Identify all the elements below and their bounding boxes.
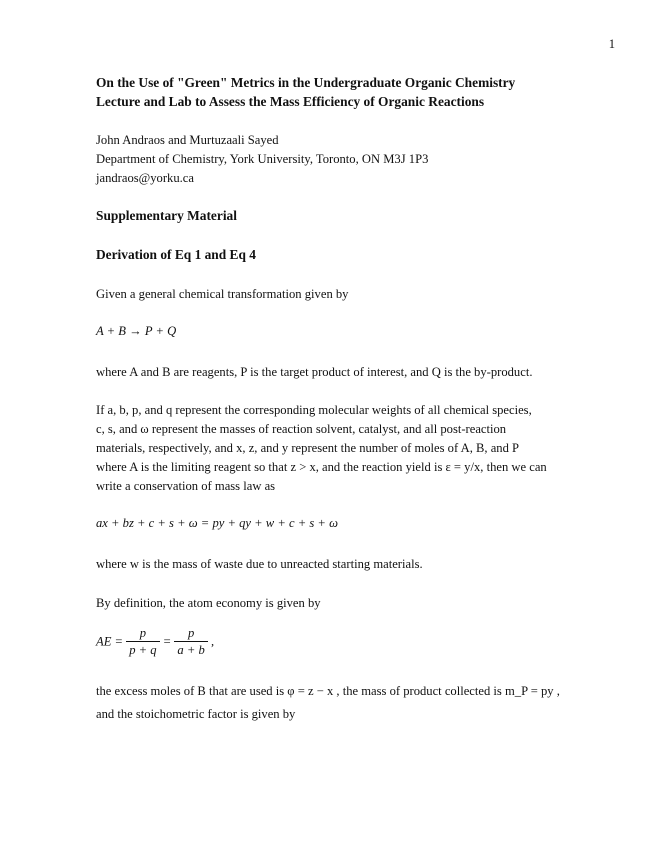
paragraph-reagents: where A and B are reagents, P is the target product of interest, and Q is the by-product. — [96, 365, 533, 379]
paragraph-waste: where w is the mass of waste due to unreacted starting materials. — [96, 557, 423, 571]
paragraph-definitions-line-2: c, s, and ω represent the masses of reaction solvent, catalyst, and all post-reaction — [96, 422, 507, 436]
author-email: jandraos@yorku.ca — [96, 171, 194, 185]
page-number: 1 — [608, 37, 615, 51]
paragraph-definitions-line-4: where A is the limiting reagent so that z > x, and the reaction yield is ε = y/x, then we can — [96, 460, 547, 474]
paragraph-definitions-line-1: If a, b, p, and q represent the corresponding molecular weights of all chemical species, — [96, 403, 532, 417]
ae-fraction-2-numerator: p — [187, 626, 195, 640]
mass-balance-equation: ax + bz + c + s + ω = py + qy + w + c + s + ω — [96, 516, 338, 530]
subsection-heading: Derivation of Eq 1 and Eq 4 — [96, 247, 256, 262]
paragraph-atom-economy: By definition, the atom economy is given by — [96, 596, 321, 610]
ae-fraction-1-numerator: p — [139, 626, 147, 640]
ae-fraction-2-denominator: a + b — [174, 641, 207, 658]
paragraph-definitions-line-5: write a conservation of mass law as — [96, 479, 276, 493]
ae-lhs: AE = — [96, 634, 124, 649]
ae-fraction-1-denominator: p + q — [126, 641, 159, 658]
paper-title-line-1: On the Use of "Green" Metrics in the Undergraduate Organic Chemistry — [96, 75, 516, 90]
paragraph-definitions-line-3: materials, respectively, and x, z, and y represent the number of moles of A, B, and P — [96, 441, 520, 455]
reaction-equation: A + B → P + Q — [96, 324, 177, 338]
ae-fraction-1 — [126, 626, 159, 658]
author-names: John Andraos and Murtuzaali Sayed — [96, 133, 279, 147]
ae-fraction-2 — [174, 626, 207, 658]
ae-equals: = — [162, 634, 172, 649]
paragraph-excess-line-2: and the stoichometric factor is given by — [96, 707, 296, 721]
ae-trailing-comma: , — [210, 634, 215, 649]
paragraph-excess-line-1: the excess moles of B that are used is φ = z − x , the mass of product collected is m_P = py , — [96, 684, 560, 698]
section-heading: Supplementary Material — [96, 208, 237, 223]
author-affiliation: Department of Chemistry, York University, Toronto, ON M3J 1P3 — [96, 152, 429, 166]
paper-title-line-2: Lecture and Lab to Assess the Mass Efficiency of Organic Reactions — [96, 94, 485, 109]
atom-economy-equation — [96, 626, 214, 658]
paragraph-intro: Given a general chemical transformation given by — [96, 287, 349, 301]
